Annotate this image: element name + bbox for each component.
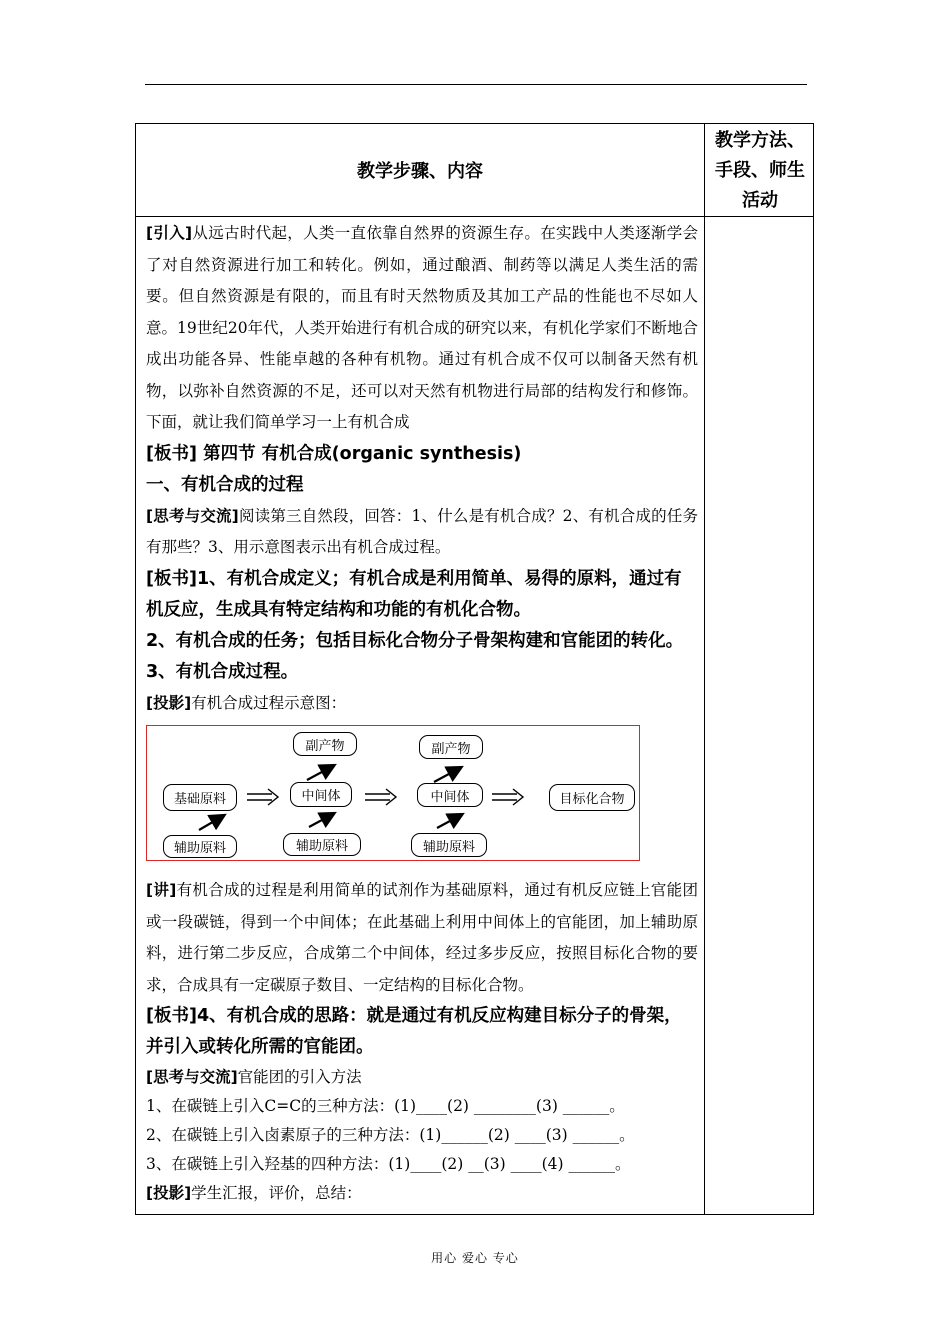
question-2: 2、在碳链上引入卤素原子的三种方法：(1)______(2) ____(3) ______。	[146, 1126, 635, 1144]
think-paragraph	[146, 501, 698, 564]
think-text: 阅读第三自然段，回答：1、什么是有机合成？2、有机合成的任务有那些？3、用示意图表示出有机合成过程。	[146, 506, 699, 556]
question-3: 3、在碳链上引入羟基的四种方法：(1)____(2) __(3) ____(4) ______。	[146, 1155, 631, 1173]
double-arrow-2	[365, 789, 396, 805]
intro-text: 从远古时代起，人类一直依靠自然界的资源生存。在实践中人类逐渐学会了对自然资源进行加工和转化。例如，通过酿酒、制药等以满足人类生活的需要。但自然资源是有限的，而且有时天然物质及其加工产品的性能也不尽如人意。19世纪20年代，人类开始进行有机合成的研究以来，有机化学家们不断地合成出功能各异、性能卓越的各种有机物。通过有机合成不仅可以制备天然有机物，以弥补自然资源的不足，还可以对天然有机物进行局部的结构发行和修饰。下面，就让我们简单学习一上有机合成	[146, 224, 698, 431]
arrow-by-2	[434, 768, 460, 782]
intermediate-box-1: 中间体	[290, 782, 352, 807]
board-definition: [板书]1、有机合成定义；有机合成是利用简单、易得的原料，通过有机反应，生成具有特定结构和功能的有机化合物。	[146, 568, 682, 620]
section-heading: 一、有机合成的过程	[146, 474, 304, 495]
think2-text: 官能团的引入方法	[237, 1068, 362, 1086]
page-footer: 用心 爱心 专心	[431, 1251, 519, 1265]
double-arrow-3	[492, 789, 523, 805]
arrow-by-1	[307, 766, 333, 780]
byproduct-box-1: 副产物	[293, 732, 357, 756]
auxiliary-box-1: 辅助原料	[163, 835, 237, 858]
think-tag: [思考与交流]	[146, 506, 239, 525]
intro-tag: [引入]	[146, 224, 193, 242]
base-material-box: 基础原料	[163, 784, 237, 811]
synthesis-diagram	[146, 725, 640, 861]
lecture-text: 有机合成的过程是利用简单的试剂作为基础原料，通过有机反应链上官能团或一段碳链，得到一个中间体；在此基础上利用中间体上的官能团，加上辅助原料，进行第二步反应，合成第二个中间体，经过多步反应，按照目标化合物的要求，合成具有一定碳原子数目、一定结构的目标化合物。	[146, 881, 698, 994]
auxiliary-box-3: 辅助原料	[411, 833, 487, 857]
arrow-aux-2	[309, 814, 333, 827]
header-divider	[136, 216, 813, 217]
board-process: 3、有机合成过程。	[146, 661, 299, 682]
think2-line	[146, 1063, 698, 1092]
column-header-methods	[705, 124, 815, 216]
lecture-paragraph	[146, 875, 698, 1001]
arrow-aux-1	[199, 816, 223, 830]
double-arrow-1	[247, 789, 278, 805]
header-rule	[145, 84, 807, 85]
auxiliary-box-2: 辅助原料	[283, 833, 361, 856]
intermediate-box-2: 中间体	[417, 783, 483, 807]
board-title: [板书] 第四节 有机合成(organic synthesis)	[146, 443, 522, 464]
projection2-line	[146, 1179, 698, 1208]
board-task: 2、有机合成的任务；包括目标化合物分子骨架构建和官能团的转化。	[146, 630, 684, 651]
arrow-aux-3	[437, 815, 461, 828]
question-1: 1、在碳链上引入C=C的三种方法：(1)____(2) ________(3) ______。	[146, 1097, 625, 1115]
projection2-tag: [投影]	[146, 1184, 192, 1202]
column-divider	[704, 124, 705, 1214]
column-header-methods-line: 手段、师生	[715, 160, 805, 181]
projection-tag: [投影]	[146, 693, 192, 712]
intro-paragraph	[146, 218, 698, 439]
projection2-text: 学生汇报，评价，总结：	[191, 1184, 362, 1202]
lesson-content	[146, 218, 698, 1208]
target-compound-box: 目标化合物	[549, 784, 635, 811]
column-header-methods-line: 教学方法、	[715, 130, 805, 151]
lesson-table	[135, 123, 814, 1215]
column-header-steps: 教学步骤、内容	[357, 161, 483, 182]
board-approach: [板书]4、有机合成的思路：就是通过有机反应构建目标分子的骨架，并引入或转化所需的官能团。	[146, 1006, 682, 1057]
lecture-tag: [讲]	[146, 881, 177, 899]
think2-tag: [思考与交流]	[146, 1068, 238, 1086]
projection-line	[146, 688, 698, 720]
column-header-methods-line: 活动	[742, 190, 778, 211]
projection-text: 有机合成过程示意图：	[191, 693, 347, 712]
byproduct-box-2: 副产物	[419, 735, 483, 759]
